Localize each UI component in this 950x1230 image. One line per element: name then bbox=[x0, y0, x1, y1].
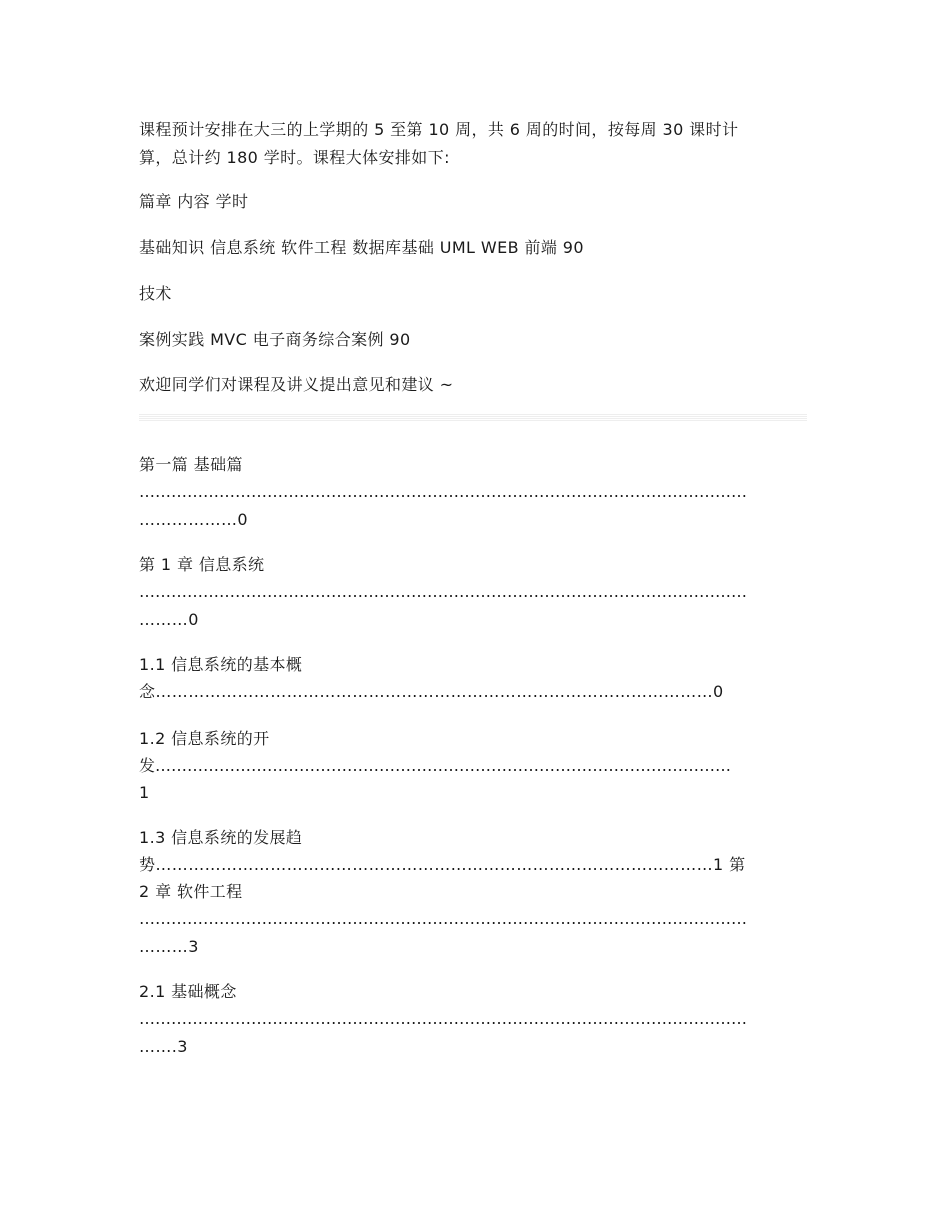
toc-entry-section-1-2[interactable]: 1.2 信息系统的开 bbox=[139, 729, 270, 748]
toc-page-number: ………0 bbox=[139, 610, 199, 629]
toc-page-number: …….3 bbox=[139, 1037, 188, 1056]
toc-leader-dots: 发……………………………………………………………………………………………… bbox=[139, 756, 731, 775]
toc-entry-chapter-1[interactable]: 第 1 章 信息系统 bbox=[139, 555, 265, 574]
toc-leader-dots: …………………………………………………………………………………………………… bbox=[139, 482, 747, 501]
schedule-header: 篇章 内容 学时 bbox=[139, 192, 249, 211]
closing-note: 欢迎同学们对课程及讲义提出意见和建议 ~ bbox=[139, 375, 454, 394]
toc-leader-with-page: 念…………………………………………………………………………………………0 bbox=[139, 682, 724, 701]
toc-leader-with-page: 势…………………………………………………………………………………………1 第 bbox=[139, 855, 746, 874]
toc-page-number: ………3 bbox=[139, 937, 199, 956]
toc-page-number: 1 bbox=[139, 783, 150, 802]
schedule-row-practice: 案例实践 MVC 电子商务综合案例 90 bbox=[139, 330, 411, 349]
section-divider bbox=[139, 414, 807, 422]
toc-entry-part-1[interactable]: 第一篇 基础篇 bbox=[139, 455, 243, 474]
toc-page-number: ………………0 bbox=[139, 510, 248, 529]
toc-leader-dots: …………………………………………………………………………………………………… bbox=[139, 582, 747, 601]
schedule-row-basics-continued: 技术 bbox=[139, 284, 172, 303]
schedule-row-basics: 基础知识 信息系统 软件工程 数据库基础 UML WEB 前端 90 bbox=[139, 238, 584, 257]
toc-entry-section-1-3[interactable]: 1.3 信息系统的发展趋 bbox=[139, 828, 303, 847]
toc-entry-section-2-1[interactable]: 2.1 基础概念 bbox=[139, 982, 237, 1001]
intro-line-1: 课程预计安排在大三的上学期的 5 至第 10 周，共 6 周的时间，按每周 30 课时计 bbox=[139, 120, 739, 139]
toc-entry-section-1-1[interactable]: 1.1 信息系统的基本概 bbox=[139, 655, 303, 674]
toc-entry-chapter-2[interactable]: 2 章 软件工程 bbox=[139, 882, 243, 901]
intro-line-2: 算，总计约 180 学时。课程大体安排如下: bbox=[139, 148, 450, 167]
toc-leader-dots: …………………………………………………………………………………………………… bbox=[139, 1009, 747, 1028]
document-page bbox=[139, 0, 807, 1230]
toc-leader-dots: …………………………………………………………………………………………………… bbox=[139, 909, 747, 928]
